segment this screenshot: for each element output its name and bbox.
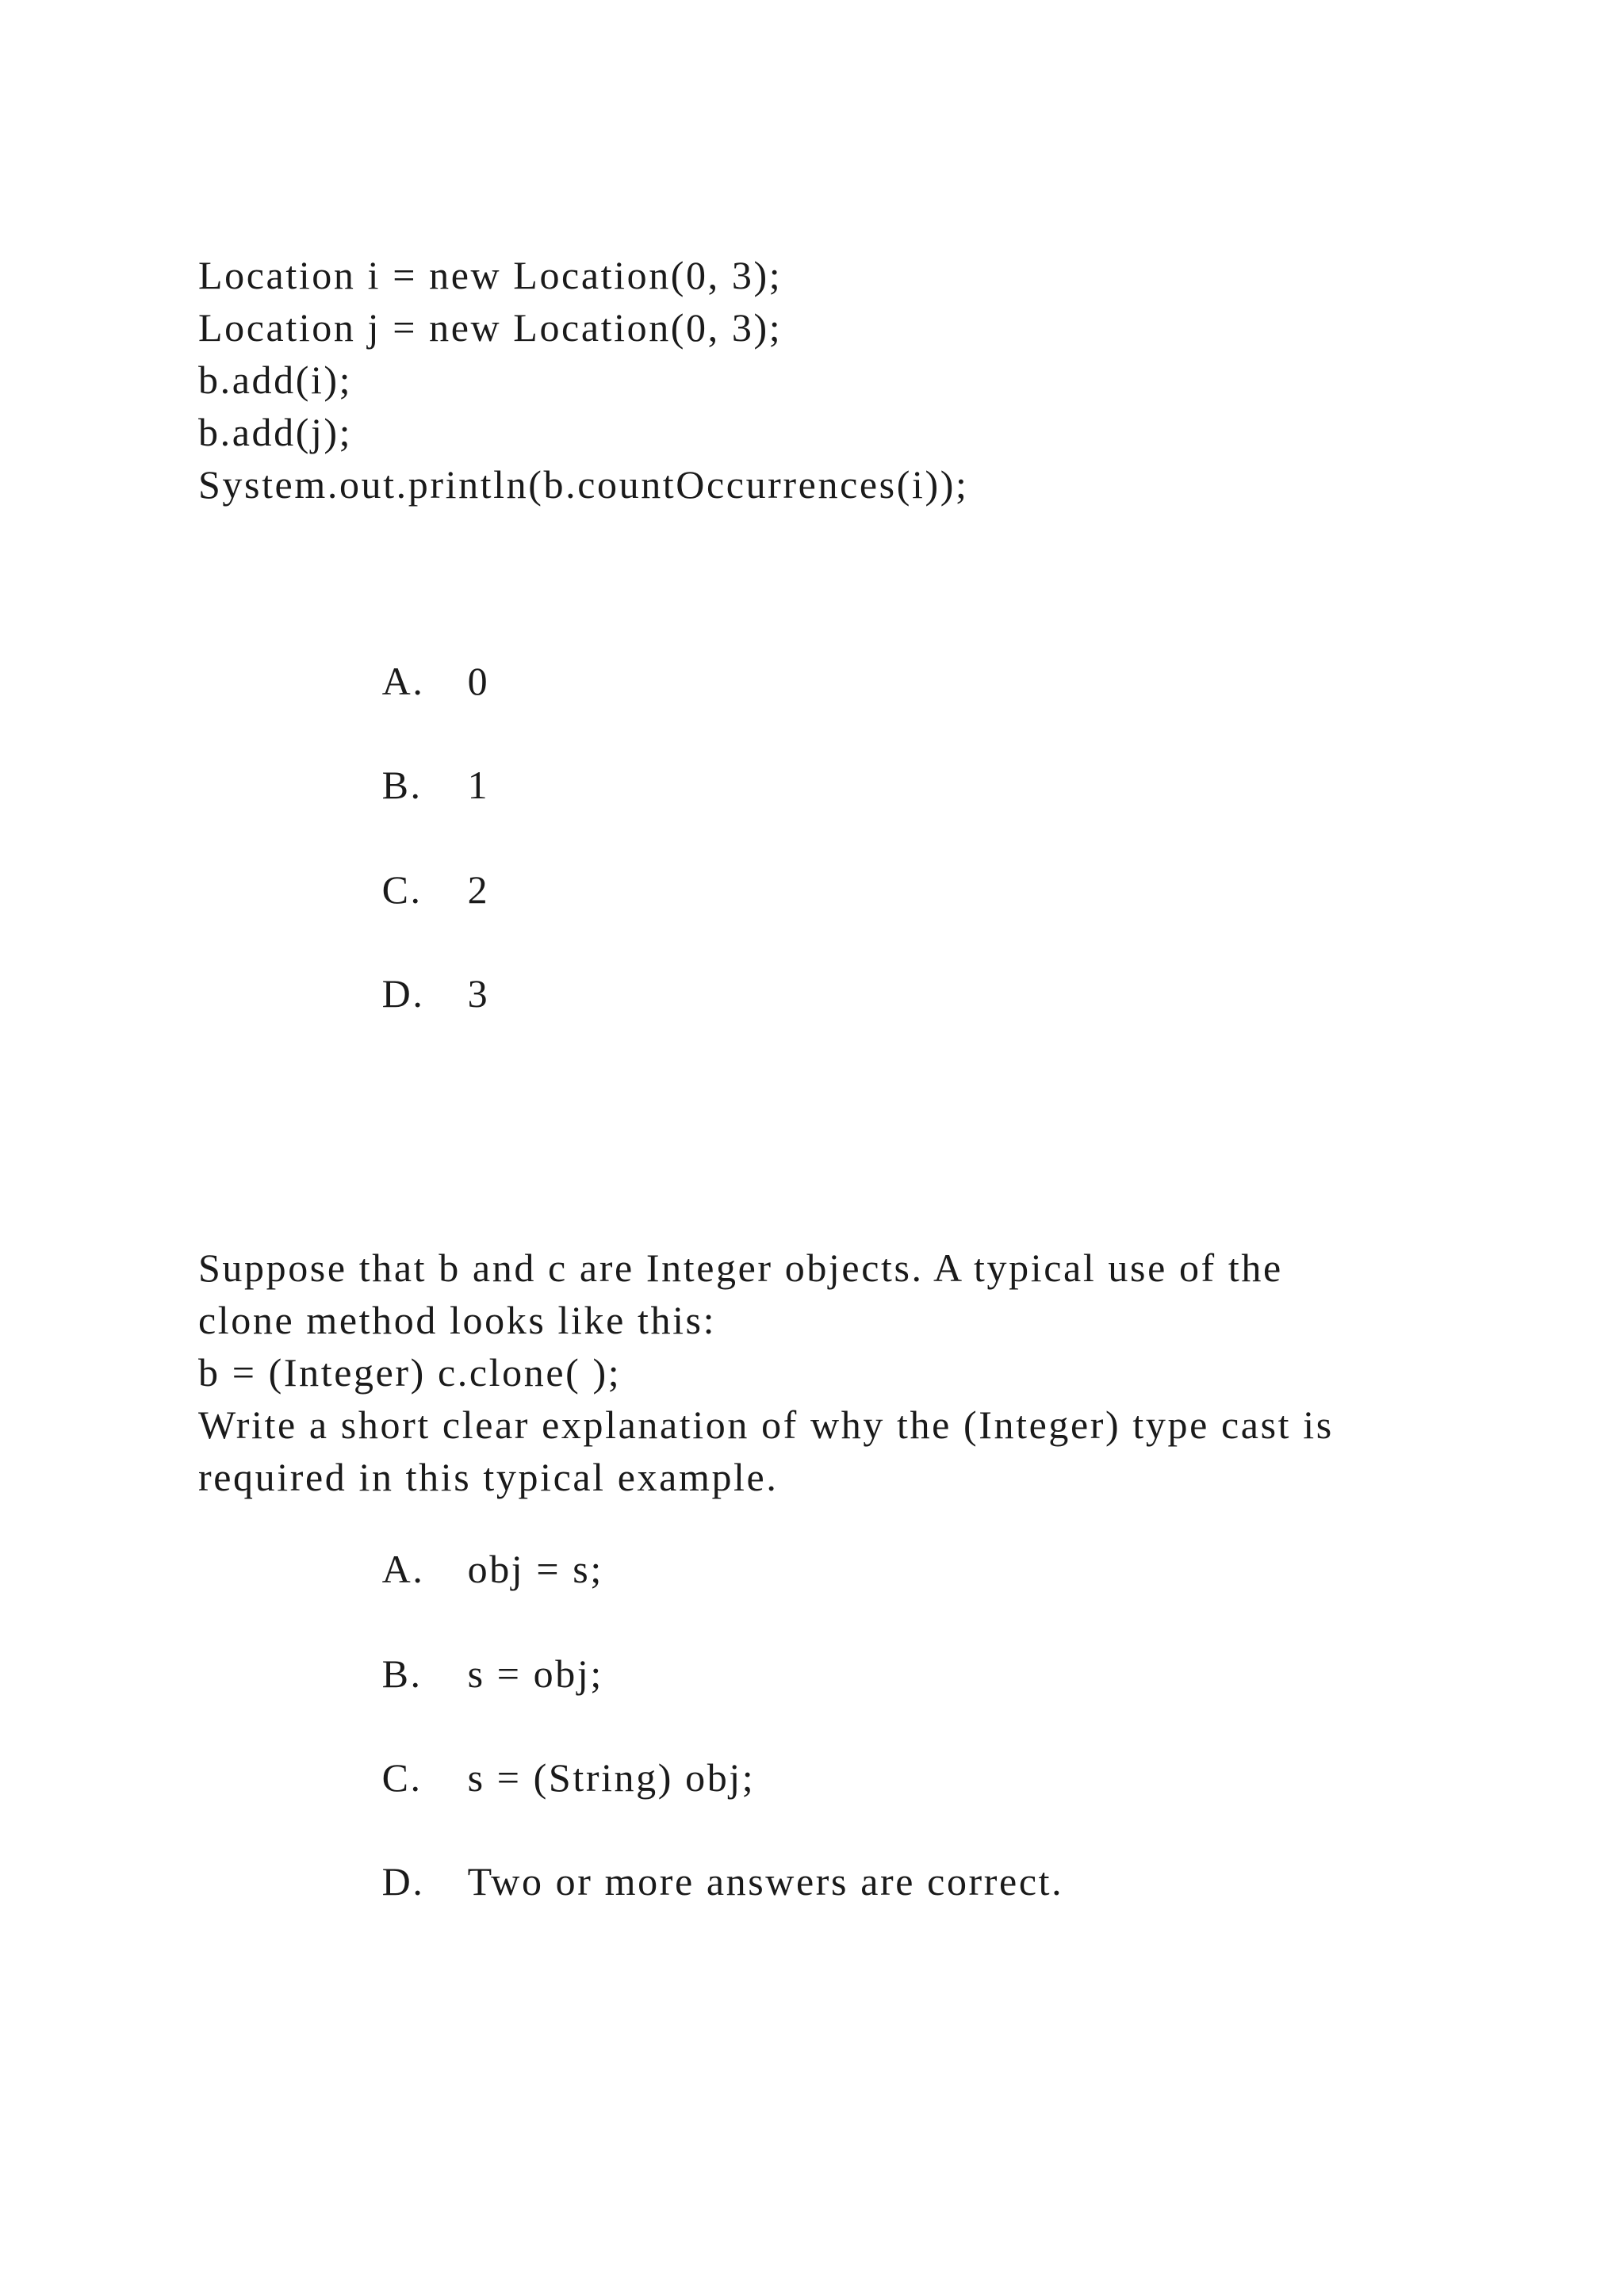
answer-option	[310, 1718, 755, 1837]
option-text: s = (String) obj;	[467, 1755, 756, 1800]
option-letter: C.	[381, 867, 423, 912]
code-line: Location i = new Location(0, 3);	[198, 253, 783, 297]
option-text: 1	[467, 763, 490, 807]
answer-option	[310, 934, 489, 1053]
answer-option	[310, 830, 489, 949]
prompt-line: required in this typical example.	[198, 1455, 779, 1499]
answer-option	[310, 1822, 1063, 1941]
option-letter: C.	[381, 1755, 423, 1800]
option-letter: A.	[381, 659, 425, 703]
prompt-line: Write a short clear explanation of why the (Integer) type cast is	[198, 1402, 1334, 1447]
prompt-line: clone method looks like this:	[198, 1298, 717, 1342]
option-text: obj = s;	[467, 1547, 603, 1591]
prompt-line: Suppose that b and c are Integer objects. A typical use of the	[198, 1246, 1283, 1290]
prompt-line: b = (Integer) c.clone( );	[198, 1350, 622, 1395]
option-letter: A.	[381, 1547, 425, 1591]
option-text: 3	[467, 971, 490, 1016]
answer-option	[310, 1510, 603, 1628]
answer-option	[310, 622, 489, 740]
option-text: Two or more answers are correct.	[467, 1859, 1064, 1904]
code-line: b.add(j);	[198, 410, 353, 454]
option-text: 2	[467, 867, 490, 912]
answer-option	[310, 1614, 603, 1733]
code-line: b.add(i);	[198, 358, 353, 402]
code-line: Location j = new Location(0, 3);	[198, 305, 783, 350]
option-text: 0	[467, 659, 490, 703]
option-letter: B.	[381, 763, 423, 807]
option-letter: D.	[381, 971, 425, 1016]
option-letter: B.	[381, 1651, 423, 1696]
option-text: s = obj;	[467, 1651, 603, 1696]
answer-option	[310, 725, 489, 844]
option-letter: D.	[381, 1859, 425, 1904]
code-line: System.out.println(b.countOccurrences(i));	[198, 462, 969, 507]
